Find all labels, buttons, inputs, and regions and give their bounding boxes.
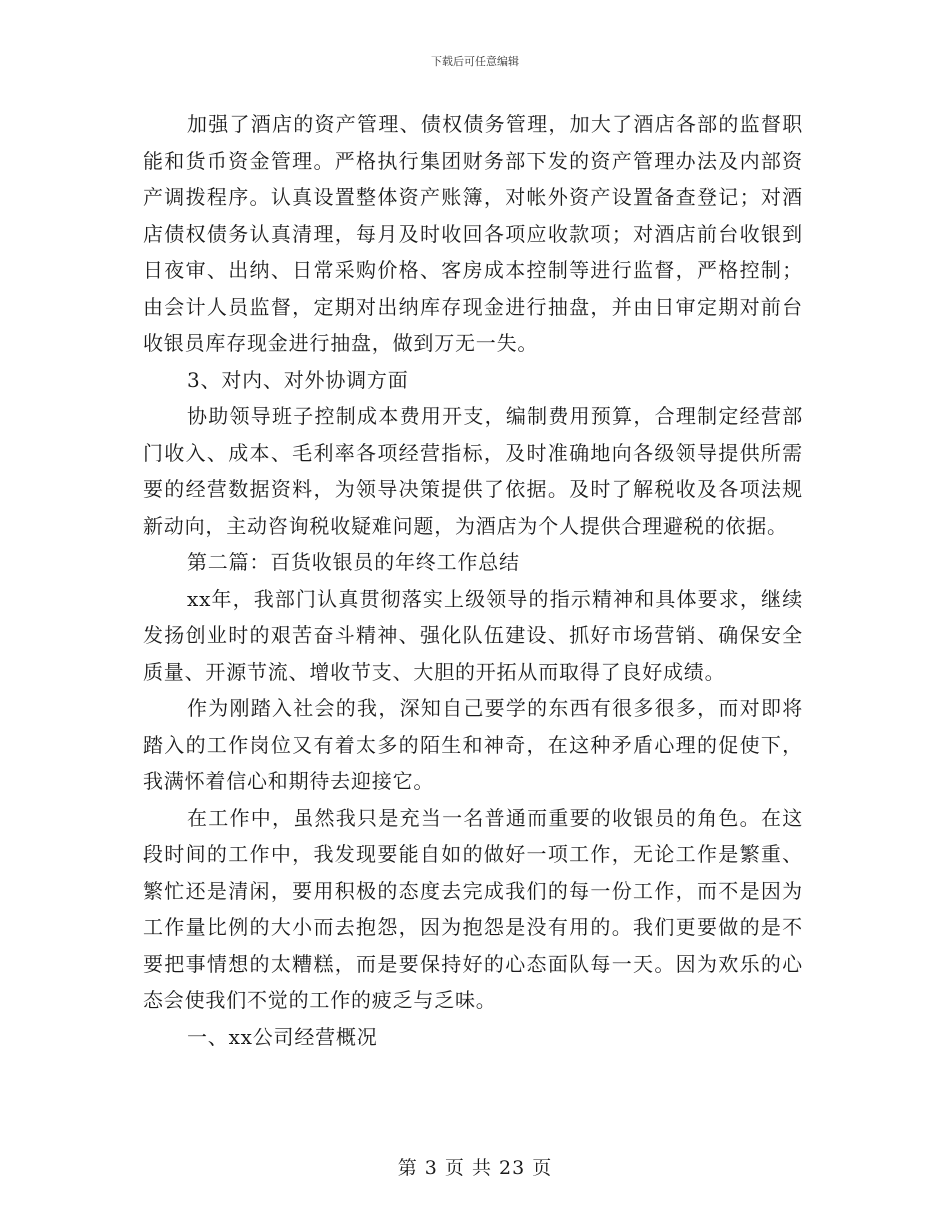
paragraph-coordination: 协助领导班子控制成本费用开支，编制费用预算，合理制定经营部门收入、成本、毛利率各项经营指标，及时准确地向各级领导提供所需要的经营数据资料，为领导决策提供了依据。及时了解税收及各项法规新动向，主动咨询税收疑难问题，为酒店为个人提供合理避税的依据。 — [143, 404, 803, 538]
paragraph-new-to-society: 作为刚踏入社会的我，深知自己要学的东西有很多很多，而对即将踏入的工作岗位又有着太多的陌生和神奇，在这种矛盾心理的促使下，我满怀着信心和期待去迎接它。 — [143, 696, 803, 793]
document-body — [143, 106, 803, 1055]
paragraph-asset-management: 加强了酒店的资产管理、债权债务管理，加大了酒店各部的监督职能和货币资金管理。严格执行集团财务部下发的资产管理办法及内部资产调拨程序。认真设置整体资产账簿，对帐外资产设置备查登记；对酒店债权债务认真清理，每月及时收回各项应收款项；对酒店前台收银到日夜审、出纳、日常采购价格、客房成本控制等进行监督，严格控制；由会计人员监督，定期对出纳库存现金进行抽盘，并由日审定期对前台收银员库存现金进行抽盘，做到万无一失。 — [143, 112, 803, 355]
chapter-heading-part-two: 第二篇：百货收银员的年终工作总结 — [187, 550, 520, 574]
paragraph-cashier-role: 在工作中，虽然我只是充当一名普通而重要的收银员的角色。在这段时间的工作中，我发现要能自如的做好一项工作，无论工作是繁重、繁忙还是清闲，要用积极的态度去完成我们的每一份工作，而不是因为工作量比例的大小而去抱怨，因为抱怨是没有用的。我们更要做的是不要把事情想的太糟糕，而是要保持好的心态面队每一天。因为欢乐的心态会使我们不觉的工作的疲乏与乏味。 — [143, 805, 803, 1012]
page-number-footer: 第 3 页 共 23 页 — [397, 1157, 553, 1179]
paragraph-year-summary: xx年，我部门认真贯彻落实上级领导的指示精神和具体要求，继续发扬创业时的艰苦奋斗精神、强化队伍建设、抓好市场营销、确保安全质量、开源节流、增收节支、大胆的开拓从而取得了良好成绩。 — [143, 586, 803, 684]
section-heading-coordination: 3、对内、对外协调方面 — [187, 367, 409, 392]
section-heading-company-overview: 一、xx公司经营概况 — [187, 1024, 378, 1049]
page-header-note: 下载后可任意编辑 — [431, 55, 519, 68]
